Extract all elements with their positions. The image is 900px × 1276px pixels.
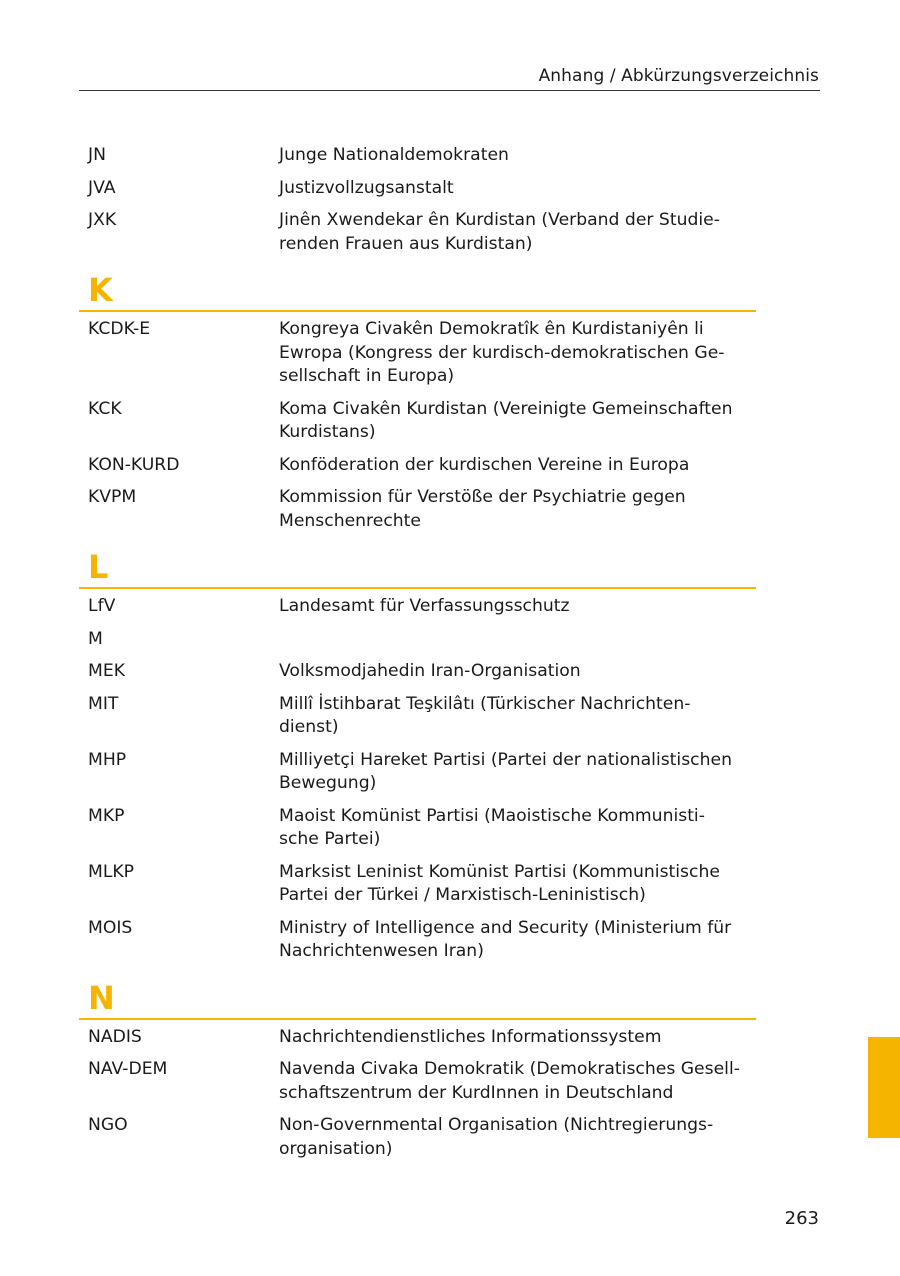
abbreviation: KCDK-E: [88, 319, 151, 339]
abbreviation-meaning: Millî İstihbarat Teşkilâtı (Türkischer Nachrichten- dienst): [279, 693, 691, 737]
abbreviation: NAV-DEM: [88, 1059, 168, 1079]
abbreviation-meaning: Maoist Komünist Partisi (Maoistische Kommunisti- sche Partei): [279, 805, 705, 849]
abbreviation: MIT: [88, 693, 119, 714]
section-letter: K: [88, 271, 113, 309]
abbreviation-entry: [88, 861, 756, 908]
header-rule: [79, 90, 820, 91]
abbreviation-meaning: Navenda Civaka Demokratik (Demokratisches Gesell- schaftszentrum der KurdInnen in Deutschland: [279, 1059, 740, 1103]
abbreviation-entry: [88, 177, 756, 201]
abbreviation-entry: [88, 805, 756, 852]
abbreviation-meaning: Landesamt für Verfassungsschutz: [279, 596, 570, 616]
chapter-tab-marker: [868, 1037, 900, 1138]
abbreviation: MOIS: [88, 917, 133, 938]
abbreviation: KCK: [88, 398, 122, 419]
abbreviation-entry: [88, 1058, 756, 1105]
running-header: Anhang / Abkürzungsverzeichnis: [538, 66, 819, 86]
abbreviation-entry: [88, 209, 756, 256]
abbreviation: MEK: [88, 661, 125, 681]
abbreviation-meaning: Kommission für Verstöße der Psychiatrie gegen Menschenrechte: [279, 487, 686, 531]
abbreviation-entry: [88, 628, 756, 652]
abbreviation: KON-KURD: [88, 454, 180, 475]
abbreviation-list: [88, 144, 756, 1170]
abbreviation-entry: [88, 1114, 756, 1161]
abbreviation-meaning: Nachrichtendienstliches Informationssystem: [279, 1026, 662, 1047]
abbreviation-meaning: Kongreya Civakên Demokratîk ên Kurdistaniyên li Ewropa (Kongress der kurdisch-demokratischen Ge- sellschaft in Europa): [279, 319, 725, 386]
abbreviation-entry: [88, 398, 756, 445]
abbreviation-meaning: Non-Governmental Organisation (Nichtregierungs- organisation): [279, 1115, 714, 1159]
abbreviation-entry: [88, 454, 756, 478]
section-letter: L: [88, 548, 109, 586]
abbreviation: JN: [88, 145, 106, 165]
abbreviation-meaning: Volksmodjahedin Iran-Organisation: [279, 661, 581, 681]
abbreviation-entry: [88, 917, 756, 964]
abbreviation-meaning: Ministry of Intelligence and Security (Ministerium für Nachrichtenwesen Iran): [279, 917, 732, 961]
page-number: 263: [784, 1208, 819, 1229]
abbreviation: MLKP: [88, 861, 135, 882]
abbreviation-meaning: Junge Nationaldemokraten: [279, 145, 509, 165]
abbreviation-meaning: Marksist Leninist Komünist Partisi (Kommunistische Partei der Türkei / Marxistisch-Leninistisch): [279, 861, 720, 905]
abbreviation-meaning: Jinên Xwendekar ên Kurdistan (Verband der Studie- renden Frauen aus Kurdistan): [279, 210, 720, 254]
abbreviation: JVA: [88, 177, 116, 198]
abbreviation: JXK: [88, 210, 117, 230]
abbreviation-meaning: Milliyetçi Hareket Partisi (Partei der nationalistischen Bewegung): [279, 749, 732, 793]
abbreviation: MKP: [88, 805, 125, 826]
abbreviation-entry: [88, 693, 756, 740]
abbreviation: M: [88, 628, 103, 649]
section-heading: [79, 973, 756, 1020]
abbreviation-entry: [88, 144, 756, 168]
abbreviation-entry: [88, 318, 756, 389]
abbreviation-meaning: Koma Civakên Kurdistan (Vereinigte Gemeinschaften Kurdistans): [279, 398, 733, 442]
abbreviation: KVPM: [88, 487, 137, 507]
abbreviation-meaning: Konföderation der kurdischen Vereine in Europa: [279, 454, 690, 475]
section-heading: [79, 542, 756, 589]
abbreviation-entry: [88, 749, 756, 796]
abbreviation-meaning: Justizvollzugsanstalt: [279, 177, 454, 198]
abbreviation-meaning: [279, 628, 756, 652]
abbreviation-entry: [88, 486, 756, 533]
abbreviation-entry: [88, 660, 756, 684]
section-heading: [79, 265, 756, 312]
abbreviation: MHP: [88, 749, 127, 770]
section-letter: N: [88, 978, 115, 1017]
abbreviation: NGO: [88, 1115, 128, 1135]
abbreviation: NADIS: [88, 1026, 142, 1047]
abbreviation-entry: [88, 1026, 756, 1050]
abbreviation-entry: [88, 595, 756, 619]
abbreviation: LfV: [88, 596, 116, 616]
